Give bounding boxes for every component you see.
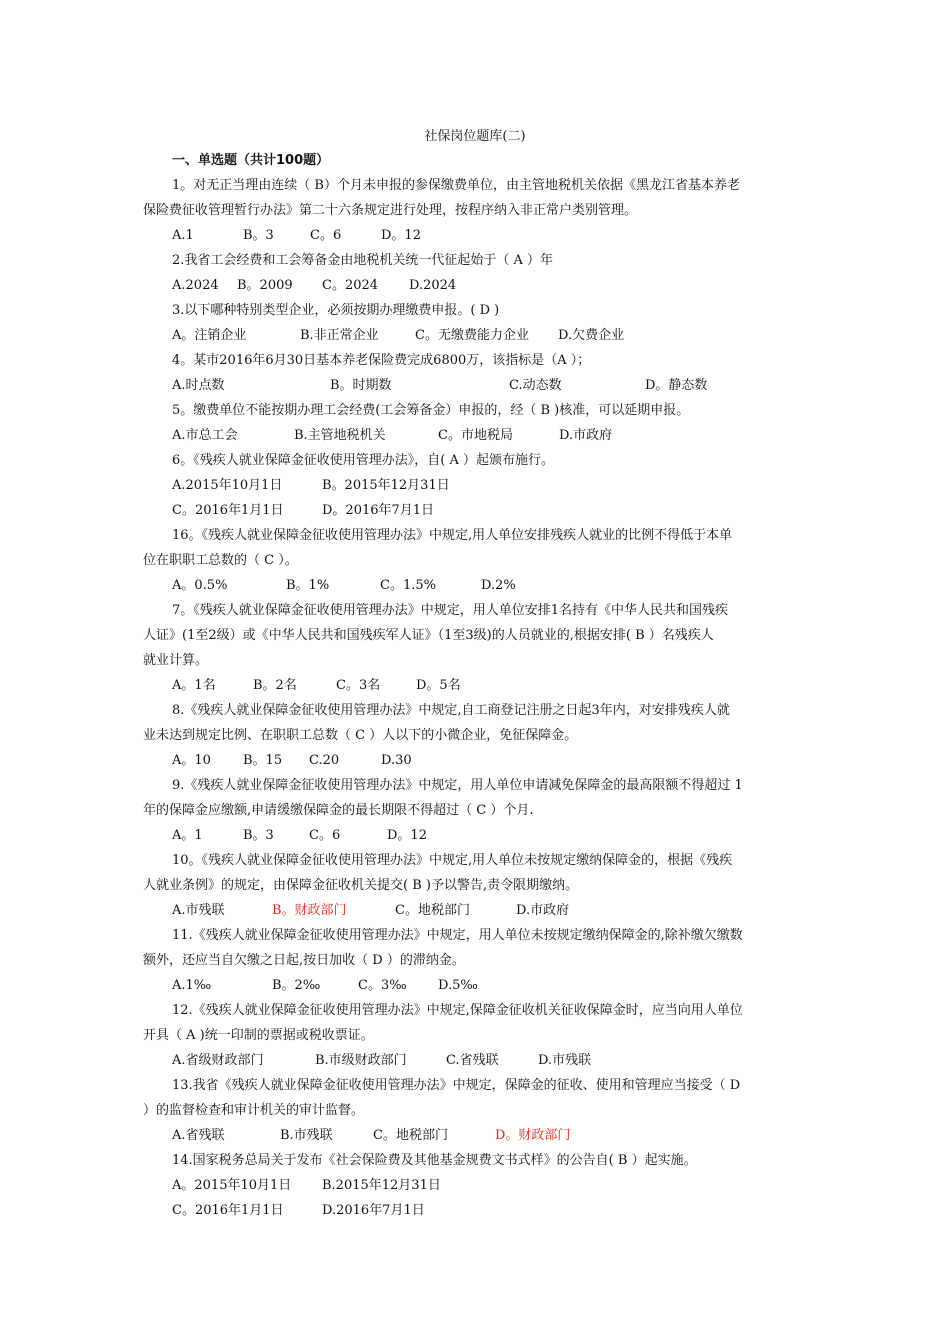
question-4-line-1: 4。某市2016年6月30日基本养老保险费完成6800万，该指标是（A ）； — [172, 353, 591, 368]
option-b: B。时期数 — [330, 378, 392, 393]
option-d: D.市政府 — [559, 428, 613, 443]
question-7-line-2: 人证》(1至2级）或《中华人民共和国残疾军人证》（1至3级)的人员就业的,根据安排( B ）名残疾人 — [143, 628, 714, 643]
option-d: D.市政府 — [516, 903, 570, 918]
question-3-line-1: 3.以下哪种特别类型企业，必须按期办理缴费申报。( D ) — [172, 303, 500, 318]
question-11-line-2: 额外，还应当自欠缴之日起,按日加收（ D ）的滞纳金。 — [143, 953, 465, 968]
option-c: C。6 — [310, 228, 342, 243]
option-b: B.市级财政部门 — [315, 1053, 407, 1068]
question-12-line-1: 12.《残疾人就业保障金征收使用管理办法》中规定,保障金征收机关征收保障金时，应当向用人单位 — [172, 1003, 743, 1018]
option-a: A.市总工会 — [172, 428, 238, 443]
question-8-line-2: 业未达到规定比例、在职职工总数（ C ）人以下的小微企业，免征保障金。 — [143, 728, 578, 743]
option-c: C.省残联 — [446, 1053, 499, 1068]
question-2-line-1: 2.我省工会经费和工会筹备金由地税机关统一代征起始于（ A ）年 — [172, 253, 554, 268]
option-b: B.非正常企业 — [300, 328, 379, 343]
option-a: A.省级财政部门 — [172, 1053, 264, 1068]
option-a: A.2024 — [172, 278, 219, 293]
question-13-line-1: 13.我省《残疾人就业保障金征收使用管理办法》中规定，保障金的征收、使用和管理应当接受（ D — [172, 1078, 741, 1093]
option-a: A.1‰ — [172, 978, 212, 993]
option-b: B。15 — [243, 753, 283, 768]
option-d: D.2016年7月1日 — [322, 1203, 425, 1218]
option-a: A。注销企业 — [172, 328, 247, 343]
option-c: C。6 — [309, 828, 341, 843]
option-b: B。3 — [243, 228, 274, 243]
option-d: D.市残联 — [538, 1053, 592, 1068]
question-14-line-1: 14.国家税务总局关于发布《社会保险费及其他基金规费文书式样》的公告自( B ）起实施。 — [172, 1153, 697, 1168]
option-d: D.2024 — [409, 278, 457, 293]
option-a: A.市残联 — [172, 903, 225, 918]
option-c: C。2016年1月1日 — [172, 503, 284, 518]
option-b: B。2015年12月31日 — [322, 478, 450, 493]
option-d-highlighted: D。财政部门 — [495, 1128, 571, 1143]
option-b: B。2名 — [253, 678, 297, 693]
option-b: B。2‰ — [272, 978, 321, 993]
option-d: D。5名 — [416, 678, 461, 693]
option-c: C。无缴费能力企业 — [415, 328, 529, 343]
question-16-line-1: 16。《残疾人就业保障金征收使用管理办法》中规定,用人单位安排残疾人就业的比例不得低于本单 — [172, 528, 733, 543]
option-c: C。地税部门 — [395, 903, 470, 918]
option-d: D。2016年7月1日 — [322, 503, 435, 518]
question-6-line-1: 6。《残疾人就业保障金征收使用管理办法》，自( A ）起颁布施行。 — [172, 453, 554, 468]
option-d: D.2% — [481, 578, 516, 593]
option-b: B。3 — [243, 828, 274, 843]
option-c: C。2016年1月1日 — [172, 1203, 284, 1218]
option-a: A。2015年10月1日 — [172, 1178, 292, 1193]
option-b: B。1% — [286, 578, 330, 593]
option-c: C。地税部门 — [373, 1128, 448, 1143]
option-d: D.5‰ — [438, 978, 478, 993]
question-5-line-1: 5。缴费单位不能按期办理工会经费(工会筹备金）申报的，经（ B )核准，可以延期申报。 — [172, 403, 690, 418]
option-c: C。3‰ — [358, 978, 407, 993]
question-10-line-1: 10。《残疾人就业保障金征收使用管理办法》中规定,用人单位未按规定缴纳保障金的，根据《残疾 — [172, 853, 733, 868]
option-a: A。1 — [172, 828, 203, 843]
question-7-line-3: 就业计算。 — [143, 653, 209, 668]
option-a: A。1名 — [172, 678, 216, 693]
option-c: C.动态数 — [509, 378, 562, 393]
question-16-line-2: 位在职职工总数的（ C ）。 — [143, 553, 298, 568]
question-11-line-1: 11.《残疾人就业保障金征收使用管理办法》中规定，用人单位未按规定缴纳保障金的,除补缴欠缴数 — [172, 928, 743, 943]
option-c: C。3名 — [336, 678, 381, 693]
question-7-line-1: 7。《残疾人就业保障金征收使用管理办法》中规定，用人单位安排1名持有《中华人民共和国残疾 — [172, 603, 729, 618]
document-title: 社保岗位题库(二) — [424, 129, 526, 144]
question-9-line-2: 年的保障金应缴额,申请缓缴保障金的最长期限不得超过（ C ）个月. — [143, 803, 534, 818]
section-heading: 一、单选题（共计100题） — [172, 153, 330, 168]
option-c: C。市地税局 — [438, 428, 513, 443]
question-8-line-1: 8.《残疾人就业保障金征收使用管理办法》中规定,自工商登记注册之日起3年内，对安排残疾人就 — [172, 703, 730, 718]
option-c: C.20 — [309, 753, 340, 768]
option-a: A.1 — [172, 228, 194, 243]
option-a: A。10 — [172, 753, 211, 768]
option-d: D。12 — [387, 828, 427, 843]
question-13-line-2: ）的监督检查和审计机关的审计监督。 — [143, 1103, 365, 1118]
question-1-line-2: 保险费征收管理暂行办法》第二十六条规定进行处理，按程序纳入非正常户类别管理。 — [143, 203, 638, 218]
question-9-line-1: 9.《残疾人就业保障金征收使用管理办法》中规定，用人单位申请减免保障金的最高限额不得超过 1 — [172, 778, 743, 793]
option-c: C。2024 — [322, 278, 379, 293]
question-1-line-1: 1。对无正当理由连续（ B）个月未申报的参保缴费单位，由主管地税机关依据《黑龙江省基本养老 — [172, 178, 740, 193]
question-12-line-2: 开具（ A )统一印制的票据或税收票证。 — [143, 1028, 374, 1043]
option-a: A.省残联 — [172, 1128, 225, 1143]
option-b: B.主管地税机关 — [294, 428, 386, 443]
option-a: A.2015年10月1日 — [172, 478, 283, 493]
option-c: C。1.5% — [380, 578, 436, 593]
question-10-line-2: 人就业条例》的规定，由保障金征收机关提交( B )予以警告,责令限期缴纳。 — [143, 878, 579, 893]
option-b: B.市残联 — [280, 1128, 333, 1143]
option-d: D.欠费企业 — [558, 328, 625, 343]
option-d: D.30 — [381, 753, 412, 768]
option-a: A。0.5% — [172, 578, 228, 593]
option-b-highlighted: B。财政部门 — [272, 903, 347, 918]
option-b: B.2015年12月31日 — [322, 1178, 441, 1193]
option-a: A.时点数 — [172, 378, 225, 393]
option-d: D。静态数 — [645, 378, 708, 393]
option-b: B。2009 — [237, 278, 293, 293]
option-d: D。12 — [381, 228, 421, 243]
